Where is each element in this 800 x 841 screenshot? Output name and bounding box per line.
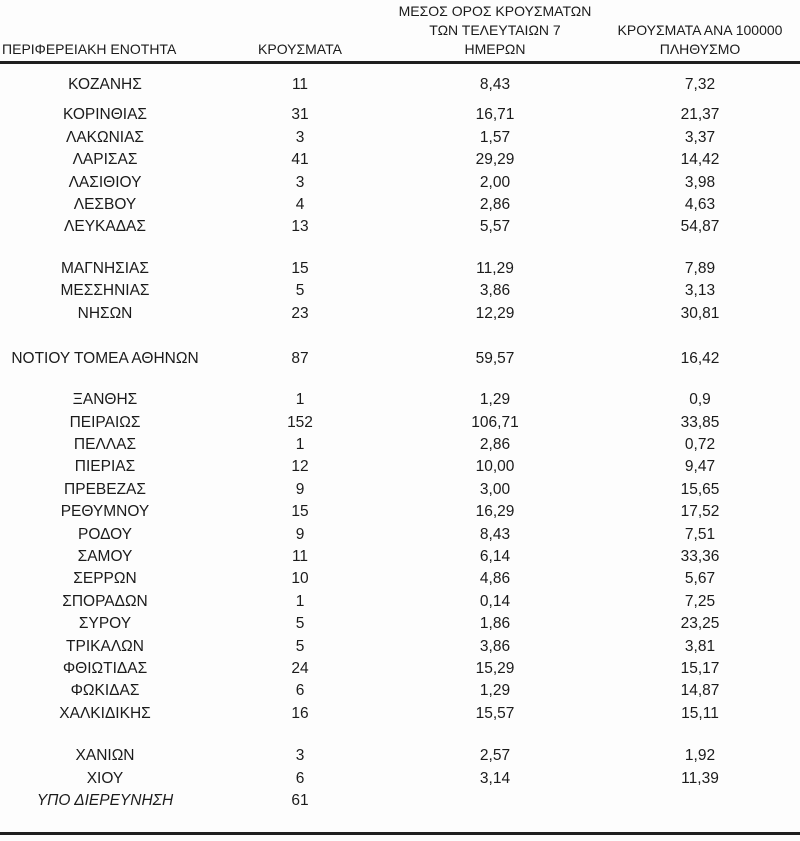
- per100k-value-cell: 21,37: [680, 106, 720, 124]
- region-name-cell: ΛΑΚΩΝΙΑΣ: [65, 128, 145, 146]
- table-row: [0, 149, 800, 171]
- avg7-value-cell: 2,00: [479, 173, 511, 191]
- region-name-cell: ΡΟΔΟΥ: [78, 525, 132, 543]
- per100k-value-cell: 3,13: [684, 282, 716, 300]
- avg7-value-cell: 2,86: [479, 436, 511, 454]
- region-name-cell: ΣΕΡΡΩΝ: [73, 570, 137, 588]
- cases-value-cell: 12: [291, 458, 309, 476]
- column-header-region-label: ΠΕΡΙΦΕΡΕΙΑΚΗ ΕΝΟΤΗΤΑ: [2, 41, 177, 57]
- avg7-value-cell: 3,86: [479, 637, 511, 655]
- cases-value-cell: 3: [295, 747, 305, 765]
- cases-value-cell: 11: [291, 548, 309, 566]
- table-header: [0, 0, 800, 64]
- region-name-cell: ΧΑΛΚΙΔΙΚΗΣ: [59, 704, 151, 722]
- cases-value-cell: 5: [295, 637, 305, 655]
- region-name-cell: ΠΕΙΡΑΙΩΣ: [69, 413, 141, 431]
- cases-value-cell: 23: [291, 304, 309, 322]
- avg7-value-cell: 106,71: [471, 413, 519, 431]
- table-row: [0, 768, 800, 790]
- cases-value-cell: 6: [295, 682, 305, 700]
- avg7-value-cell: 3,00: [479, 480, 511, 498]
- region-name-cell: ΛΑΣΙΘΙΟΥ: [68, 173, 142, 191]
- table-row: [0, 501, 800, 523]
- avg7-value-cell: 2,57: [479, 747, 511, 765]
- cases-value-cell: 11: [291, 76, 309, 93]
- avg7-value-cell: 5,57: [479, 218, 511, 236]
- avg7-value-cell: 6,14: [479, 548, 511, 566]
- table-row: [0, 456, 800, 478]
- region-name-cell: ΦΘΙΩΤΙΔΑΣ: [62, 659, 148, 677]
- per100k-value-cell: 7,25: [684, 592, 716, 610]
- avg7-value-cell: 16,29: [475, 503, 515, 521]
- cases-value-cell: 1: [295, 436, 305, 454]
- table-row: [0, 745, 800, 767]
- region-name-cell: ΝΗΣΩΝ: [77, 304, 133, 322]
- cases-value-cell: 87: [291, 349, 309, 367]
- region-name-cell: ΛΕΣΒΟΥ: [73, 195, 137, 213]
- avg7-value-cell: 10,00: [475, 458, 515, 476]
- avg7-value-cell: 15,57: [475, 704, 515, 722]
- avg7-value-cell: 8,43: [479, 525, 511, 543]
- region-name-cell: ΛΑΡΙΣΑΣ: [72, 151, 138, 169]
- table-row: [0, 172, 800, 194]
- table-row: [0, 546, 800, 568]
- region-name-cell: ΞΑΝΘΗΣ: [72, 391, 138, 409]
- avg7-value-cell: 1,57: [479, 128, 511, 146]
- row-group-spacer: [0, 239, 800, 258]
- per100k-value-cell: 23,25: [680, 615, 720, 633]
- table-row: [0, 280, 800, 302]
- per100k-value-cell: 3,37: [684, 128, 716, 146]
- column-header-cases: [210, 40, 390, 61]
- avg7-value-cell: 1,29: [479, 391, 511, 409]
- row-group-spacer: [0, 96, 800, 104]
- region-name-cell: ΦΩΚΙΔΑΣ: [70, 682, 140, 700]
- avg7-value-cell: 1,86: [479, 615, 511, 633]
- per100k-value-cell: 14,87: [680, 682, 720, 700]
- table-row: [0, 194, 800, 216]
- region-name-cell: ΥΠΟ ΔΙΕΡΕΥΝΗΣΗ: [36, 791, 174, 809]
- table-body: [0, 64, 800, 812]
- region-name-cell: ΠΙΕΡΙΑΣ: [74, 458, 136, 476]
- table-row: [0, 479, 800, 501]
- cases-value-cell: 3: [295, 173, 305, 191]
- region-name-cell: ΤΡΙΚΑΛΩΝ: [66, 637, 144, 655]
- table-row: [0, 127, 800, 149]
- table-row: [0, 524, 800, 546]
- avg7-value-cell: 11,29: [476, 259, 514, 277]
- cases-value-cell: 9: [295, 480, 305, 498]
- cases-value-cell: 41: [291, 151, 309, 169]
- column-header-region: [0, 40, 210, 61]
- per100k-value-cell: 4,63: [684, 195, 716, 213]
- per100k-value-cell: 15,65: [680, 480, 720, 498]
- region-name-cell: ΣΥΡΟΥ: [78, 615, 132, 633]
- region-name-cell: ΧΑΝΙΩΝ: [75, 747, 135, 765]
- per100k-value-cell: 11,39: [681, 769, 719, 787]
- avg7-value-cell: 1,29: [479, 682, 511, 700]
- table-row: [0, 591, 800, 613]
- cases-value-cell: 152: [287, 413, 313, 431]
- avg7-value-cell: 12,29: [475, 304, 515, 322]
- per100k-value-cell: 15,11: [681, 704, 719, 722]
- per100k-value-cell: 0,9: [689, 391, 711, 409]
- cases-value-cell: 3: [295, 128, 305, 146]
- table-row: [0, 104, 800, 126]
- table-row: [0, 216, 800, 238]
- avg7-value-cell: 0,14: [479, 592, 511, 610]
- column-header-per100k: [600, 21, 800, 61]
- per100k-value-cell: 54,87: [680, 218, 720, 236]
- per100k-value-cell: 14,42: [680, 151, 720, 169]
- region-name-cell: ΣΑΜΟΥ: [77, 548, 133, 566]
- cases-value-cell: 16: [291, 704, 309, 722]
- per100k-value-cell: 16,42: [680, 349, 720, 367]
- table-row: [0, 680, 800, 702]
- per100k-value-cell: 7,51: [684, 525, 716, 543]
- region-name-cell: ΛΕΥΚΑΔΑΣ: [64, 218, 146, 236]
- avg7-value-cell: 2,86: [479, 195, 511, 213]
- region-name-cell: ΡΕΘΥΜΝΟΥ: [60, 503, 150, 521]
- table-row: [0, 568, 800, 590]
- table-row: [0, 303, 800, 325]
- avg7-value-cell: 15,29: [475, 659, 515, 677]
- cases-value-cell: 13: [291, 218, 309, 236]
- table-row: [0, 636, 800, 658]
- cases-value-cell: 5: [295, 615, 305, 633]
- per100k-value-cell: 7,89: [684, 259, 716, 277]
- table-bottom-rule: [0, 832, 800, 835]
- table-row: [0, 703, 800, 725]
- table-row: [0, 790, 800, 812]
- cases-value-cell: 1: [295, 592, 305, 610]
- table-row: [0, 348, 800, 370]
- per100k-value-cell: 5,67: [684, 570, 716, 588]
- region-name-cell: ΜΕΣΣΗΝΙΑΣ: [60, 282, 150, 300]
- cases-value-cell: 61: [291, 791, 309, 809]
- per100k-value-cell: 3,81: [684, 637, 716, 655]
- table-row: [0, 613, 800, 635]
- cases-value-cell: 31: [291, 106, 309, 124]
- table-row: [0, 258, 800, 280]
- per100k-value-cell: 7,32: [684, 76, 716, 93]
- column-header-avg7-line2: ΤΩΝ ΤΕΛΕΥΤΑΙΩΝ 7: [429, 22, 561, 38]
- avg7-value-cell: 4,86: [479, 570, 511, 588]
- cases-value-cell: 1: [295, 391, 305, 409]
- table-row: [0, 434, 800, 456]
- region-name-cell: ΝΟΤΙΟΥ ΤΟΜΕΑ ΑΘΗΝΩΝ: [11, 349, 199, 367]
- row-group-spacer: [0, 325, 800, 348]
- avg7-value-cell: 59,57: [475, 349, 515, 367]
- per100k-value-cell: 3,98: [684, 173, 716, 191]
- row-group-spacer: [0, 370, 800, 389]
- avg7-value-cell: 3,86: [479, 282, 511, 300]
- column-header-avg7: [390, 2, 600, 61]
- per100k-value-cell: 17,52: [680, 503, 720, 521]
- region-name-cell: ΠΡΕΒΕΖΑΣ: [64, 480, 146, 498]
- cases-value-cell: 24: [291, 659, 309, 677]
- per100k-value-cell: 9,47: [684, 458, 716, 476]
- table-row: [0, 389, 800, 411]
- avg7-value-cell: 16,71: [475, 106, 515, 124]
- column-header-avg7-line3: ΗΜΕΡΩΝ: [464, 41, 526, 57]
- per100k-value-cell: 33,36: [680, 548, 720, 566]
- row-group-spacer: [0, 725, 800, 745]
- region-name-cell: ΧΙΟΥ: [86, 769, 124, 787]
- table-row: [0, 658, 800, 680]
- table-row: [0, 74, 800, 96]
- cases-value-cell: 15: [291, 503, 309, 521]
- region-name-cell: ΜΑΓΝΗΣΙΑΣ: [61, 259, 149, 277]
- region-name-cell: ΚΟΖΑΝΗΣ: [68, 76, 142, 93]
- column-header-per100k-line1: ΚΡΟΥΣΜΑΤΑ ΑΝΑ 100000: [617, 22, 783, 38]
- region-name-cell: ΣΠΟΡΑΔΩΝ: [62, 592, 148, 610]
- per100k-value-cell: 30,81: [680, 304, 720, 322]
- column-header-avg7-line1: ΜΕΣΟΣ ΟΡΟΣ ΚΡΟΥΣΜΑΤΩΝ: [398, 3, 592, 19]
- per100k-value-cell: 15,17: [680, 659, 720, 677]
- column-header-per100k-line2: ΠΛΗΘΥΣΜΟ: [659, 41, 741, 57]
- cases-value-cell: 9: [295, 525, 305, 543]
- avg7-value-cell: 29,29: [475, 151, 515, 169]
- per100k-value-cell: 33,85: [680, 413, 720, 431]
- region-name-cell: ΚΟΡΙΝΘΙΑΣ: [62, 106, 148, 124]
- cases-value-cell: 10: [291, 570, 309, 588]
- cases-value-cell: 15: [291, 259, 309, 277]
- avg7-value-cell: 8,43: [479, 76, 511, 93]
- cases-value-cell: 5: [295, 282, 305, 300]
- per100k-value-cell: 0,72: [684, 436, 716, 454]
- region-name-cell: ΠΕΛΛΑΣ: [73, 436, 137, 454]
- cases-value-cell: 4: [295, 195, 305, 213]
- column-header-cases-label: ΚΡΟΥΣΜΑΤΑ: [258, 41, 342, 57]
- avg7-value-cell: 3,14: [479, 769, 511, 787]
- per100k-value-cell: 1,92: [684, 747, 716, 765]
- table-row: [0, 412, 800, 434]
- cases-value-cell: 6: [295, 769, 305, 787]
